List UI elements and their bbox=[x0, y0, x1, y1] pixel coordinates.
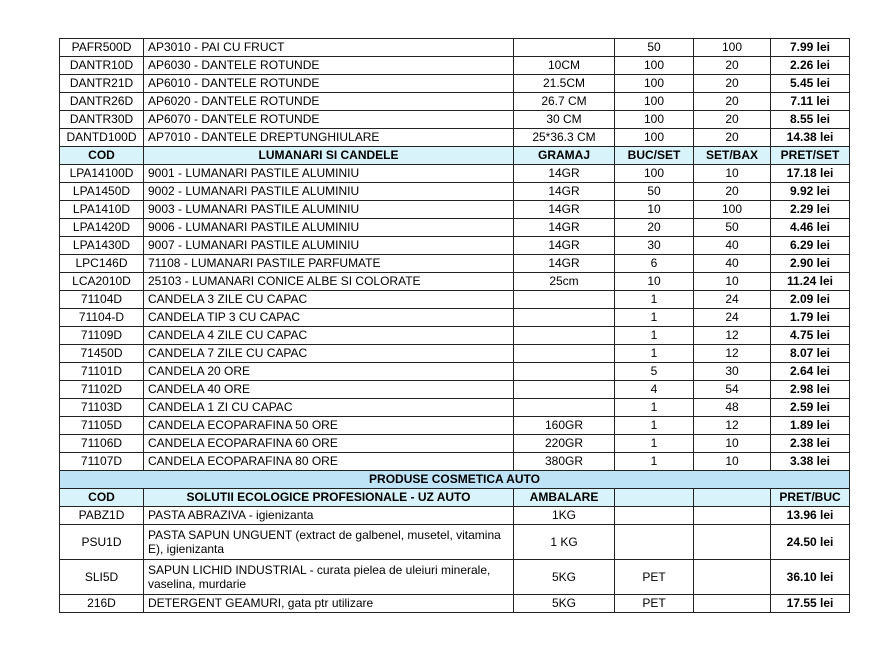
table-row bbox=[60, 57, 850, 75]
table-row bbox=[60, 507, 850, 525]
pieces-per-set-cell: 4 bbox=[615, 381, 694, 399]
sets-per-box-cell: 20 bbox=[694, 93, 771, 111]
price-cell: 3.38 lei bbox=[771, 453, 850, 471]
product-name-main: SAPUN LICHID INDUSTRIAL bbox=[148, 563, 307, 577]
price-cell: 14.38 lei bbox=[771, 129, 850, 147]
table-row bbox=[60, 327, 850, 345]
sets-per-box-cell: 100 bbox=[694, 201, 771, 219]
product-name-cell: CANDELA ECOPARAFINA 60 ORE bbox=[144, 435, 514, 453]
packaging-cell: 5KG bbox=[514, 595, 615, 613]
price-cell: 2.29 lei bbox=[771, 201, 850, 219]
product-name-cell: 9002 - LUMANARI PASTILE ALUMINIU bbox=[144, 183, 514, 201]
container-type-cell: PET bbox=[615, 595, 694, 613]
product-name-cell bbox=[144, 595, 514, 613]
weight-cell: 26.7 CM bbox=[514, 93, 615, 111]
product-name-description: , gata ptr utilizare bbox=[281, 596, 374, 610]
sets-per-box-cell: 20 bbox=[694, 129, 771, 147]
sets-per-box-cell: 24 bbox=[694, 309, 771, 327]
weight-cell: 10CM bbox=[514, 57, 615, 75]
product-code-cell: 71106D bbox=[60, 435, 144, 453]
product-code-cell: 71104D bbox=[60, 291, 144, 309]
price-cell: 1.89 lei bbox=[771, 417, 850, 435]
price-cell: 8.07 lei bbox=[771, 345, 850, 363]
sets-per-box-cell: 40 bbox=[694, 255, 771, 273]
weight-cell: 21.5CM bbox=[514, 75, 615, 93]
product-name-cell: CANDELA ECOPARAFINA 50 ORE bbox=[144, 417, 514, 435]
product-code-cell: 71109D bbox=[60, 327, 144, 345]
column-header-price: PRET/BUC bbox=[771, 489, 850, 507]
pieces-per-set-cell: 100 bbox=[615, 93, 694, 111]
product-code-cell: 71105D bbox=[60, 417, 144, 435]
product-code-cell: PAFR500D bbox=[60, 39, 144, 57]
product-name-cell: AP6020 - DANTELE ROTUNDE bbox=[144, 93, 514, 111]
weight-cell bbox=[514, 399, 615, 417]
column-header-category: SOLUTII ECOLOGICE PROFESIONALE - UZ AUTO bbox=[144, 489, 514, 507]
table-row bbox=[60, 93, 850, 111]
product-name-cell: CANDELA TIP 3 CU CAPAC bbox=[144, 309, 514, 327]
sets-per-box-cell: 10 bbox=[694, 453, 771, 471]
section-title-row bbox=[60, 471, 850, 489]
column-header-packaging: AMBALARE bbox=[514, 489, 615, 507]
column-header-cod: COD bbox=[60, 147, 144, 165]
price-cell: 4.75 lei bbox=[771, 327, 850, 345]
table-row bbox=[60, 309, 850, 327]
product-code-cell: DANTR26D bbox=[60, 93, 144, 111]
table-row bbox=[60, 219, 850, 237]
product-name-cell: CANDELA 7 ZILE CU CAPAC bbox=[144, 345, 514, 363]
product-name-cell: CANDELA 3 ZILE CU CAPAC bbox=[144, 291, 514, 309]
weight-cell: 14GR bbox=[514, 237, 615, 255]
pieces-per-set-cell: 1 bbox=[615, 399, 694, 417]
pieces-per-set-cell: 30 bbox=[615, 237, 694, 255]
pieces-per-set-cell: 100 bbox=[615, 165, 694, 183]
product-name-cell: 9003 - LUMANARI PASTILE ALUMINIU bbox=[144, 201, 514, 219]
product-name-cell: 9006 - LUMANARI PASTILE ALUMINIU bbox=[144, 219, 514, 237]
pieces-per-set-cell: 100 bbox=[615, 75, 694, 93]
product-name-cell: 71108 - LUMANARI PASTILE PARFUMATE bbox=[144, 255, 514, 273]
pieces-per-set-cell: 20 bbox=[615, 219, 694, 237]
product-code-cell: SLI5D bbox=[60, 560, 144, 595]
sets-per-box-cell: 100 bbox=[694, 39, 771, 57]
column-header-sets: SET/BAX bbox=[694, 147, 771, 165]
product-code-cell: DANTD100D bbox=[60, 129, 144, 147]
product-name-cell bbox=[144, 507, 514, 525]
product-name-cell: 9001 - LUMANARI PASTILE ALUMINIU bbox=[144, 165, 514, 183]
price-cell: 9.92 lei bbox=[771, 183, 850, 201]
pieces-per-set-cell: 50 bbox=[615, 39, 694, 57]
table-row bbox=[60, 291, 850, 309]
product-name-cell: AP6070 - DANTELE ROTUNDE bbox=[144, 111, 514, 129]
sets-per-box-cell: 30 bbox=[694, 363, 771, 381]
price-cell: 2.09 lei bbox=[771, 291, 850, 309]
price-cell: 1.79 lei bbox=[771, 309, 850, 327]
sets-per-box-cell: 12 bbox=[694, 345, 771, 363]
price-cell: 7.99 lei bbox=[771, 39, 850, 57]
table-row bbox=[60, 165, 850, 183]
price-cell: 7.11 lei bbox=[771, 93, 850, 111]
container-type-cell bbox=[615, 507, 694, 525]
pieces-per-set-cell: 50 bbox=[615, 183, 694, 201]
pieces-per-set-cell: 10 bbox=[615, 273, 694, 291]
product-code-cell: DANTR21D bbox=[60, 75, 144, 93]
product-name-cell: CANDELA 40 ORE bbox=[144, 381, 514, 399]
weight-cell: 30 CM bbox=[514, 111, 615, 129]
weight-cell: 14GR bbox=[514, 201, 615, 219]
table-row bbox=[60, 39, 850, 57]
table-row bbox=[60, 417, 850, 435]
weight-cell bbox=[514, 309, 615, 327]
product-code-cell: LPA14100D bbox=[60, 165, 144, 183]
product-code-cell: LPA1430D bbox=[60, 237, 144, 255]
price-list-body bbox=[60, 39, 850, 613]
table-row bbox=[60, 201, 850, 219]
pieces-per-set-cell: 100 bbox=[615, 57, 694, 75]
sets-per-box-cell: 54 bbox=[694, 381, 771, 399]
table-row bbox=[60, 560, 850, 595]
pieces-per-set-cell: 5 bbox=[615, 363, 694, 381]
weight-cell bbox=[514, 363, 615, 381]
product-name-description: - curata pielea de uleiuri minerale, vaselina, murdarie bbox=[148, 563, 491, 591]
weight-cell bbox=[514, 291, 615, 309]
sets-per-box-cell: 24 bbox=[694, 291, 771, 309]
table-row bbox=[60, 399, 850, 417]
weight-cell: 380GR bbox=[514, 453, 615, 471]
product-name-main: DETERGENT GEAMURI bbox=[148, 596, 282, 610]
empty-cell bbox=[694, 525, 771, 560]
pieces-per-set-cell: 10 bbox=[615, 201, 694, 219]
pieces-per-set-cell: 6 bbox=[615, 255, 694, 273]
weight-cell: 14GR bbox=[514, 219, 615, 237]
product-name-cell: CANDELA ECOPARAFINA 80 ORE bbox=[144, 453, 514, 471]
product-code-cell: PSU1D bbox=[60, 525, 144, 560]
product-name-cell bbox=[144, 525, 514, 560]
product-code-cell: LCA2010D bbox=[60, 273, 144, 291]
sets-per-box-cell: 48 bbox=[694, 399, 771, 417]
product-name-description: - igienizanta bbox=[245, 508, 314, 522]
product-name-cell: AP6010 - DANTELE ROTUNDE bbox=[144, 75, 514, 93]
sets-per-box-cell: 20 bbox=[694, 183, 771, 201]
price-cell: 2.59 lei bbox=[771, 399, 850, 417]
product-name-main: PASTA SAPUN UNGUENT bbox=[148, 528, 293, 542]
table-row bbox=[60, 381, 850, 399]
weight-cell: 14GR bbox=[514, 255, 615, 273]
price-cell: 6.29 lei bbox=[771, 237, 850, 255]
sets-per-box-cell: 12 bbox=[694, 327, 771, 345]
weight-cell: 25cm bbox=[514, 273, 615, 291]
sets-per-box-cell: 50 bbox=[694, 219, 771, 237]
pieces-per-set-cell: 1 bbox=[615, 327, 694, 345]
table-row bbox=[60, 525, 850, 560]
weight-cell bbox=[514, 39, 615, 57]
product-name-cell: CANDELA 4 ZILE CU CAPAC bbox=[144, 327, 514, 345]
pieces-per-set-cell: 1 bbox=[615, 291, 694, 309]
product-name-cell: 25103 - LUMANARI CONICE ALBE SI COLORATE bbox=[144, 273, 514, 291]
product-code-cell: 71104-D bbox=[60, 309, 144, 327]
pieces-per-set-cell: 1 bbox=[615, 417, 694, 435]
price-cell: 13.96 lei bbox=[771, 507, 850, 525]
product-code-cell: 71103D bbox=[60, 399, 144, 417]
price-list-table bbox=[59, 38, 850, 613]
product-code-cell: DANTR30D bbox=[60, 111, 144, 129]
sets-per-box-cell: 10 bbox=[694, 165, 771, 183]
product-code-cell: 71450D bbox=[60, 345, 144, 363]
sets-per-box-cell: 10 bbox=[694, 273, 771, 291]
product-name-cell: AP3010 - PAI CU FRUCT bbox=[144, 39, 514, 57]
product-name-cell: CANDELA 20 ORE bbox=[144, 363, 514, 381]
table-row bbox=[60, 595, 850, 613]
product-code-cell: 71107D bbox=[60, 453, 144, 471]
weight-cell: 14GR bbox=[514, 183, 615, 201]
weight-cell bbox=[514, 381, 615, 399]
sets-per-box-cell: 12 bbox=[694, 417, 771, 435]
table-row bbox=[60, 453, 850, 471]
price-cell: 8.55 lei bbox=[771, 111, 850, 129]
price-cell: 2.38 lei bbox=[771, 435, 850, 453]
container-type-cell: PET bbox=[615, 560, 694, 595]
weight-cell bbox=[514, 345, 615, 363]
packaging-cell: 1KG bbox=[514, 507, 615, 525]
table-row bbox=[60, 75, 850, 93]
sets-per-box-cell: 20 bbox=[694, 111, 771, 129]
container-type-cell bbox=[615, 525, 694, 560]
product-name-description: (extract de galbenel, musetel, vitamina E), igienizanta bbox=[148, 528, 501, 556]
empty-cell bbox=[694, 560, 771, 595]
weight-cell: 220GR bbox=[514, 435, 615, 453]
price-cell: 24.50 lei bbox=[771, 525, 850, 560]
product-name-main: PASTA ABRAZIVA bbox=[148, 508, 246, 522]
packaging-cell: 5KG bbox=[514, 560, 615, 595]
product-code-cell: LPA1450D bbox=[60, 183, 144, 201]
product-name-cell: CANDELA 1 ZI CU CAPAC bbox=[144, 399, 514, 417]
table-row bbox=[60, 111, 850, 129]
packaging-cell: 1 KG bbox=[514, 525, 615, 560]
product-code-cell: LPA1410D bbox=[60, 201, 144, 219]
column-header-cod: COD bbox=[60, 489, 144, 507]
table-row bbox=[60, 345, 850, 363]
table-row bbox=[60, 129, 850, 147]
price-cell: 17.55 lei bbox=[771, 595, 850, 613]
weight-cell bbox=[514, 327, 615, 345]
sets-per-box-cell: 20 bbox=[694, 75, 771, 93]
product-code-cell: DANTR10D bbox=[60, 57, 144, 75]
weight-cell: 160GR bbox=[514, 417, 615, 435]
product-name-cell: 9007 - LUMANARI PASTILE ALUMINIU bbox=[144, 237, 514, 255]
table-row bbox=[60, 237, 850, 255]
column-header-category: LUMANARI SI CANDELE bbox=[144, 147, 514, 165]
table-row bbox=[60, 255, 850, 273]
column-header-price: PRET/SET bbox=[771, 147, 850, 165]
product-name-cell: AP7010 - DANTELE DREPTUNGHIULARE bbox=[144, 129, 514, 147]
product-code-cell: 216D bbox=[60, 595, 144, 613]
category-header-row bbox=[60, 489, 850, 507]
price-cell: 2.64 lei bbox=[771, 363, 850, 381]
pieces-per-set-cell: 1 bbox=[615, 345, 694, 363]
pieces-per-set-cell: 1 bbox=[615, 435, 694, 453]
column-header-pieces: BUC/SET bbox=[615, 147, 694, 165]
product-code-cell: PABZ1D bbox=[60, 507, 144, 525]
price-cell: 2.98 lei bbox=[771, 381, 850, 399]
empty-cell bbox=[694, 507, 771, 525]
price-cell: 36.10 lei bbox=[771, 560, 850, 595]
pieces-per-set-cell: 100 bbox=[615, 111, 694, 129]
pieces-per-set-cell: 1 bbox=[615, 453, 694, 471]
sets-per-box-cell: 10 bbox=[694, 435, 771, 453]
product-code-cell: LPA1420D bbox=[60, 219, 144, 237]
product-name-cell bbox=[144, 560, 514, 595]
weight-cell: 14GR bbox=[514, 165, 615, 183]
weight-cell: 25*36.3 CM bbox=[514, 129, 615, 147]
product-code-cell: 71101D bbox=[60, 363, 144, 381]
product-code-cell: 71102D bbox=[60, 381, 144, 399]
price-cell: 5.45 lei bbox=[771, 75, 850, 93]
product-name-cell: AP6030 - DANTELE ROTUNDE bbox=[144, 57, 514, 75]
price-cell: 4.46 lei bbox=[771, 219, 850, 237]
pieces-per-set-cell: 1 bbox=[615, 309, 694, 327]
sets-per-box-cell: 20 bbox=[694, 57, 771, 75]
empty-cell bbox=[694, 595, 771, 613]
table-row bbox=[60, 435, 850, 453]
category-header-row bbox=[60, 147, 850, 165]
price-cell: 11.24 lei bbox=[771, 273, 850, 291]
sets-per-box-cell: 40 bbox=[694, 237, 771, 255]
table-row bbox=[60, 273, 850, 291]
price-cell: 17.18 lei bbox=[771, 165, 850, 183]
column-header-empty bbox=[615, 489, 694, 507]
price-cell: 2.26 lei bbox=[771, 57, 850, 75]
product-code-cell: LPC146D bbox=[60, 255, 144, 273]
pieces-per-set-cell: 100 bbox=[615, 129, 694, 147]
table-row bbox=[60, 363, 850, 381]
table-row bbox=[60, 183, 850, 201]
price-cell: 2.90 lei bbox=[771, 255, 850, 273]
section-title-cell: PRODUSE COSMETICA AUTO bbox=[60, 471, 850, 489]
column-header-empty bbox=[694, 489, 771, 507]
column-header-weight: GRAMAJ bbox=[514, 147, 615, 165]
